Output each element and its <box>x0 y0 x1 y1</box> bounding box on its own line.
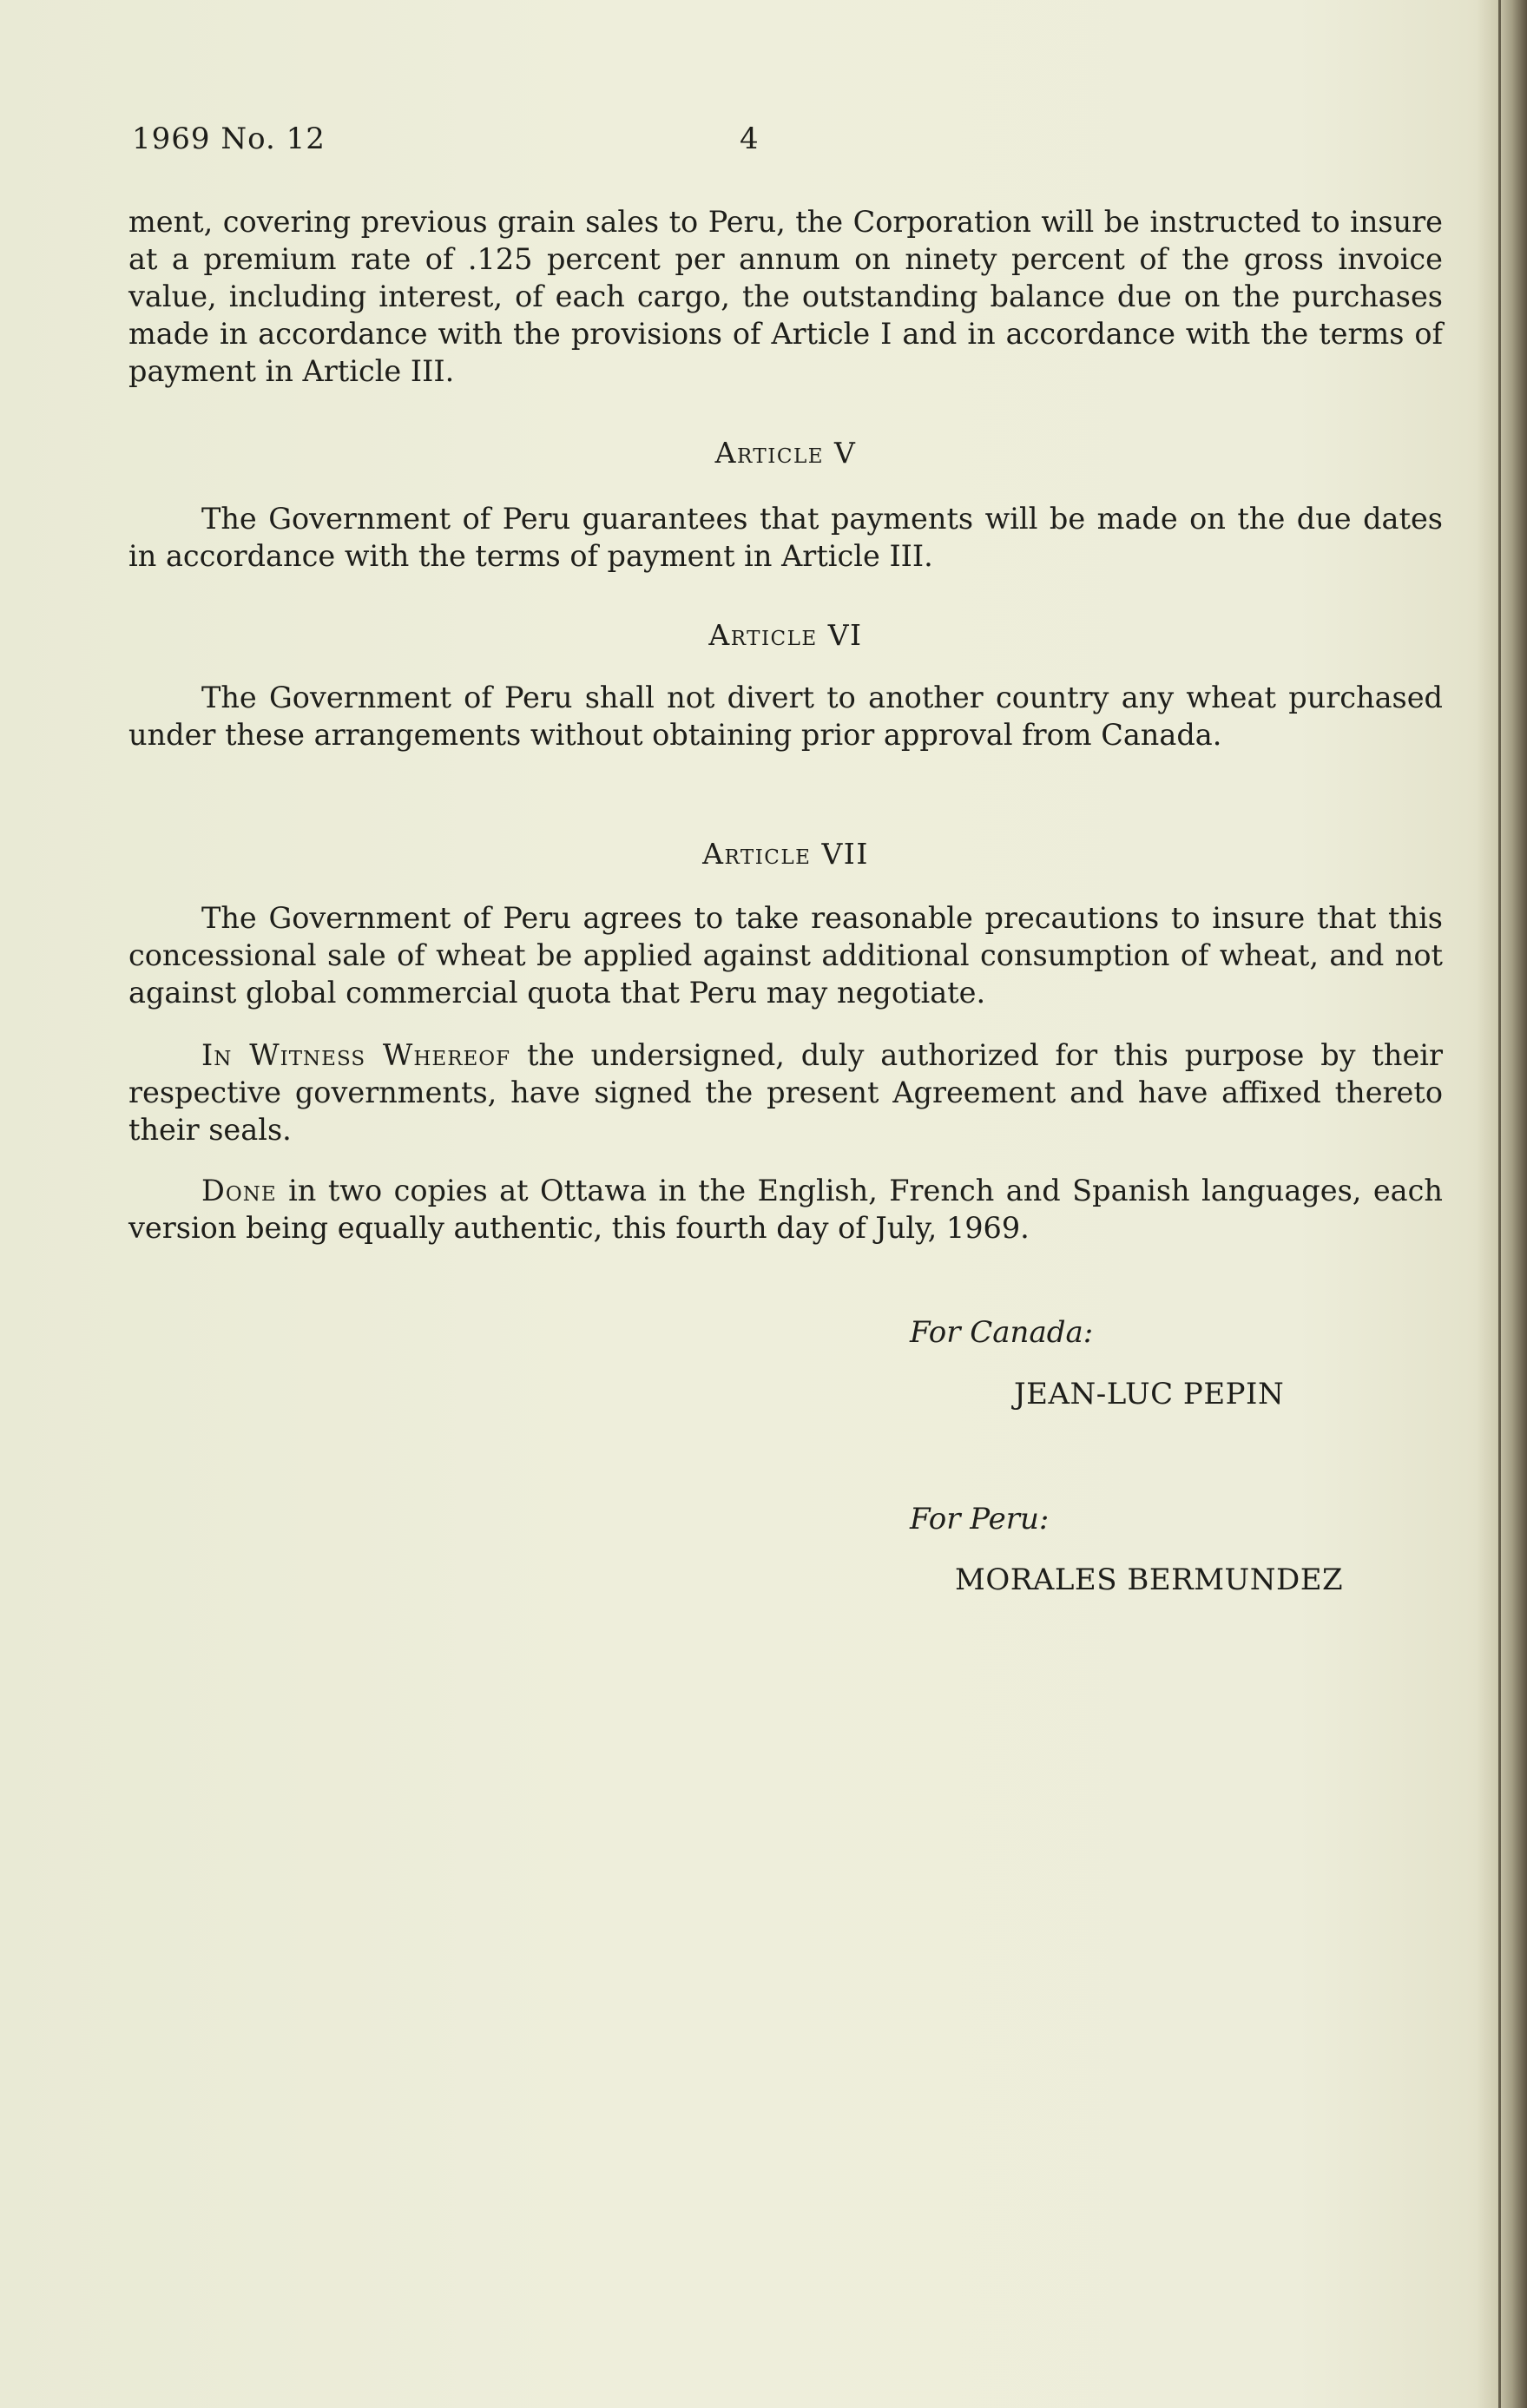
done-lead: Done <box>201 1174 277 1207</box>
witness-paragraph <box>128 1036 1443 1148</box>
page-header <box>132 122 1443 163</box>
article-v-heading: Article V <box>714 436 857 470</box>
page-binding-edge <box>1477 0 1527 2408</box>
canada-signature-label: For Canada: <box>910 1315 1094 1350</box>
article-vii-paragraph: The Government of Peru agrees to take reasonable precautions to insure that this concessional sale of wheat be applied against additional consumption of wheat, and not against global commercial quota that Peru may negotiate. <box>128 901 1443 1010</box>
article-vii-heading: Article VII <box>702 837 869 871</box>
page-binding-line <box>1498 0 1501 2408</box>
done-text: in two copies at Ottawa in the English, French and Spanish languages, each version being equally authentic, this fourth day of July, 1969. <box>128 1174 1443 1245</box>
intro-paragraph: ment, covering previous grain sales to Peru, the Corporation will be instructed to insure at a premium rate of .125 percent per annum on ninety percent of the gross invoice value, including interest, of each cargo, the outstanding balance due on the purchases made in accordance with the provisions of Article I and in accordance with the terms of payment in Article III. <box>128 205 1443 388</box>
article-vi-heading: Article VI <box>708 618 863 652</box>
peru-signatory-name: MORALES BERMUNDEZ <box>955 1563 1344 1597</box>
done-paragraph <box>128 1172 1443 1247</box>
witness-lead: In Witness Whereof <box>201 1038 511 1072</box>
peru-signature-label: For Peru: <box>910 1502 1050 1536</box>
canada-signatory-name: JEAN-LUC PEPIN <box>1014 1377 1285 1411</box>
witness-text: the undersigned, duly authorized for this purpose by their respective governments, have signed the present Agreement and have affixed thereto their seals. <box>128 1038 1443 1147</box>
article-vi-paragraph: The Government of Peru shall not divert to another country any wheat purchased under these arrangements without obtaining prior approval from Canada. <box>128 681 1443 752</box>
page-number: 4 <box>740 122 759 156</box>
article-v-paragraph: The Government of Peru guarantees that payments will be made on the due dates in accordance with the terms of payment in Article III. <box>128 502 1443 573</box>
document-reference: 1969 No. 12 <box>132 122 326 156</box>
